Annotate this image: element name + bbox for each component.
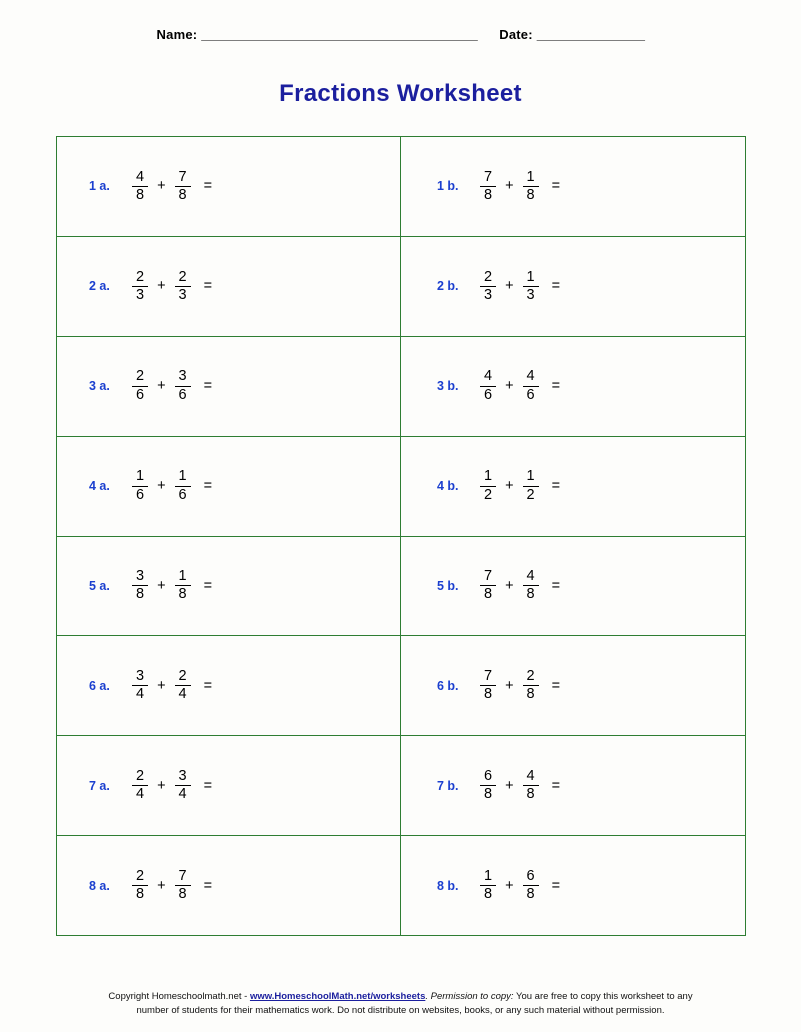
problem-cell-3b (401, 337, 745, 436)
equals-sign: = (203, 178, 213, 195)
denominator: 8 (484, 786, 493, 803)
problem-number: 6 b. (437, 678, 459, 693)
problem-number: 4 b. (437, 479, 459, 494)
problem-number: 8 b. (437, 878, 459, 893)
denominator: 2 (484, 486, 493, 503)
numerator: 7 (178, 867, 187, 884)
problem-number: 5 b. (437, 578, 459, 593)
date-write-line: ________________ (536, 27, 645, 42)
homeschoolmath-link[interactable]: www.HomeschoolMath.net/worksheets (249, 991, 426, 1002)
operator: + (157, 777, 166, 794)
numerator: 3 (136, 568, 145, 585)
numerator: 7 (484, 168, 493, 185)
problem-cell-4b (401, 437, 745, 536)
fraction-first (480, 569, 496, 602)
numerator: 1 (136, 468, 145, 485)
problem-number: 2 a. (89, 279, 110, 294)
problem-number: 2 b. (437, 279, 459, 294)
problem-expression (131, 270, 212, 303)
problem-expression (131, 769, 212, 802)
problem-number: 3 a. (89, 379, 110, 394)
table-row (57, 237, 745, 337)
operator: + (157, 378, 166, 395)
fraction-first (132, 669, 148, 702)
numerator: 4 (526, 767, 535, 784)
denominator: 8 (526, 686, 535, 703)
fraction-second (523, 569, 539, 602)
problem-expression (131, 869, 212, 902)
fraction-second (523, 869, 539, 902)
equals-sign: = (203, 677, 213, 694)
denominator: 8 (178, 886, 187, 903)
numerator: 7 (484, 568, 493, 585)
problem-number: 5 a. (89, 578, 110, 593)
operator: + (157, 677, 166, 694)
problem-expression (131, 669, 212, 702)
fraction-second (175, 469, 191, 502)
numerator: 7 (178, 168, 187, 185)
denominator: 8 (178, 186, 187, 203)
operator: + (505, 777, 514, 794)
problem-cell-3a (57, 337, 401, 436)
equals-sign: = (551, 278, 561, 295)
fraction-second (523, 469, 539, 502)
equals-sign: = (551, 777, 561, 794)
fraction-first (132, 869, 148, 902)
fraction-first (480, 869, 496, 902)
fraction-first (132, 369, 148, 402)
problem-number: 1 a. (89, 179, 110, 194)
footer (0, 990, 801, 1018)
equals-sign: = (551, 378, 561, 395)
problem-expression (479, 569, 560, 602)
problem-cell-8a (57, 836, 401, 935)
denominator: 3 (136, 286, 145, 303)
fraction-first (132, 569, 148, 602)
problem-number: 8 a. (89, 878, 110, 893)
numerator: 1 (526, 268, 535, 285)
numerator: 2 (484, 268, 493, 285)
denominator: 4 (136, 686, 145, 703)
denominator: 6 (178, 486, 187, 503)
problem-expression (479, 769, 560, 802)
numerator: 6 (526, 867, 535, 884)
page-title: Fractions Worksheet (279, 80, 522, 107)
numerator: 1 (178, 468, 187, 485)
fraction-first (480, 469, 496, 502)
operator: + (157, 577, 166, 594)
name-label: Name: (156, 27, 198, 42)
denominator: 8 (526, 186, 535, 203)
equals-sign: = (203, 577, 213, 594)
fraction-second (175, 270, 191, 303)
fraction-first (132, 469, 148, 502)
equals-sign: = (551, 677, 561, 694)
name-date-header (0, 27, 801, 42)
numerator: 1 (178, 568, 187, 585)
operator: + (505, 677, 514, 694)
fraction-second (523, 669, 539, 702)
fraction-second (175, 170, 191, 203)
numerator: 2 (136, 867, 145, 884)
fraction-second (175, 869, 191, 902)
numerator: 2 (136, 368, 145, 385)
numerator: 2 (136, 268, 145, 285)
table-row (57, 137, 745, 237)
denominator: 4 (136, 786, 145, 803)
denominator: 8 (136, 186, 145, 203)
problem-expression (479, 669, 560, 702)
numerator: 2 (526, 668, 535, 685)
problem-cell-7a (57, 736, 401, 835)
equals-sign: = (203, 478, 213, 495)
numerator: 6 (484, 767, 493, 784)
fraction-second (523, 769, 539, 802)
problem-cell-6b (401, 636, 745, 735)
denominator: 2 (526, 486, 535, 503)
numerator: 4 (136, 168, 145, 185)
fraction-second (175, 769, 191, 802)
problem-cell-7b (401, 736, 745, 835)
fraction-second (523, 170, 539, 203)
equals-sign: = (203, 378, 213, 395)
problem-cell-2b (401, 237, 745, 336)
denominator: 8 (178, 586, 187, 603)
numerator: 2 (178, 268, 187, 285)
problem-number: 3 b. (437, 379, 459, 394)
denominator: 4 (178, 686, 187, 703)
fraction-first (132, 769, 148, 802)
footer-permission-text: You are free to copy this worksheet to any (513, 991, 693, 1002)
denominator: 8 (484, 886, 493, 903)
fraction-second (175, 369, 191, 402)
numerator: 2 (178, 668, 187, 685)
operator: + (505, 378, 514, 395)
equals-sign: = (551, 877, 561, 894)
equals-sign: = (551, 577, 561, 594)
denominator: 8 (136, 886, 145, 903)
numerator: 4 (526, 368, 535, 385)
fraction-first (480, 170, 496, 203)
numerator: 3 (136, 668, 145, 685)
numerator: 1 (526, 168, 535, 185)
footer-permission-label: . Permission to copy: (425, 991, 514, 1002)
table-row (57, 636, 745, 736)
problem-number: 7 b. (437, 778, 459, 793)
footer-line-2: number of students for their mathematics work. Do not distribute on websites, books, or any such material without permission. (136, 1004, 665, 1016)
table-row (57, 736, 745, 836)
fraction-first (480, 270, 496, 303)
numerator: 1 (526, 468, 535, 485)
problem-expression (479, 170, 560, 203)
numerator: 2 (136, 767, 145, 784)
problem-expression (479, 369, 560, 402)
table-row (57, 836, 745, 935)
problem-cell-5b (401, 537, 745, 636)
operator: + (157, 478, 166, 495)
fraction-second (523, 270, 539, 303)
name-write-line: _________________________________________ (201, 27, 478, 42)
denominator: 4 (178, 786, 187, 803)
denominator: 8 (484, 686, 493, 703)
table-row (57, 537, 745, 637)
problem-number: 4 a. (89, 479, 110, 494)
operator: + (505, 178, 514, 195)
problem-cell-2a (57, 237, 401, 336)
date-label: Date: (499, 27, 533, 42)
numerator: 3 (178, 368, 187, 385)
numerator: 7 (484, 668, 493, 685)
denominator: 8 (526, 886, 535, 903)
problem-cell-1a (57, 137, 401, 236)
problem-number: 1 b. (437, 179, 459, 194)
denominator: 3 (484, 286, 493, 303)
equals-sign: = (551, 178, 561, 195)
fraction-first (480, 669, 496, 702)
denominator: 6 (136, 386, 145, 403)
operator: + (157, 877, 166, 894)
problem-cell-6a (57, 636, 401, 735)
denominator: 6 (136, 486, 145, 503)
footer-copyright: Copyright Homeschoolmath.net - (108, 991, 250, 1002)
problem-cell-4a (57, 437, 401, 536)
denominator: 8 (484, 586, 493, 603)
problem-number: 7 a. (89, 778, 110, 793)
fraction-second (175, 669, 191, 702)
table-row (57, 437, 745, 537)
problem-expression (479, 469, 560, 502)
problem-expression (131, 170, 212, 203)
numerator: 4 (484, 368, 493, 385)
operator: + (505, 478, 514, 495)
numerator: 1 (484, 468, 493, 485)
fraction-first (480, 769, 496, 802)
problem-expression (131, 469, 212, 502)
denominator: 8 (136, 586, 145, 603)
equals-sign: = (203, 877, 213, 894)
numerator: 4 (526, 568, 535, 585)
operator: + (505, 577, 514, 594)
problem-cell-1b (401, 137, 745, 236)
denominator: 6 (484, 386, 493, 403)
operator: + (505, 278, 514, 295)
problems-table (56, 136, 746, 936)
denominator: 8 (484, 186, 493, 203)
denominator: 6 (526, 386, 535, 403)
operator: + (157, 178, 166, 195)
fraction-second (175, 569, 191, 602)
fraction-first (132, 270, 148, 303)
numerator: 1 (484, 867, 493, 884)
denominator: 8 (526, 586, 535, 603)
denominator: 6 (178, 386, 187, 403)
problem-cell-8b (401, 836, 745, 935)
problem-number: 6 a. (89, 678, 110, 693)
problem-cell-5a (57, 537, 401, 636)
table-row (57, 337, 745, 437)
denominator: 3 (526, 286, 535, 303)
equals-sign: = (551, 478, 561, 495)
denominator: 8 (526, 786, 535, 803)
problem-expression (479, 270, 560, 303)
problem-expression (131, 569, 212, 602)
fraction-second (523, 369, 539, 402)
operator: + (157, 278, 166, 295)
denominator: 3 (178, 286, 187, 303)
numerator: 3 (178, 767, 187, 784)
equals-sign: = (203, 777, 213, 794)
equals-sign: = (203, 278, 213, 295)
operator: + (505, 877, 514, 894)
fraction-first (480, 369, 496, 402)
fraction-first (132, 170, 148, 203)
problem-expression (131, 369, 212, 402)
problem-expression (479, 869, 560, 902)
